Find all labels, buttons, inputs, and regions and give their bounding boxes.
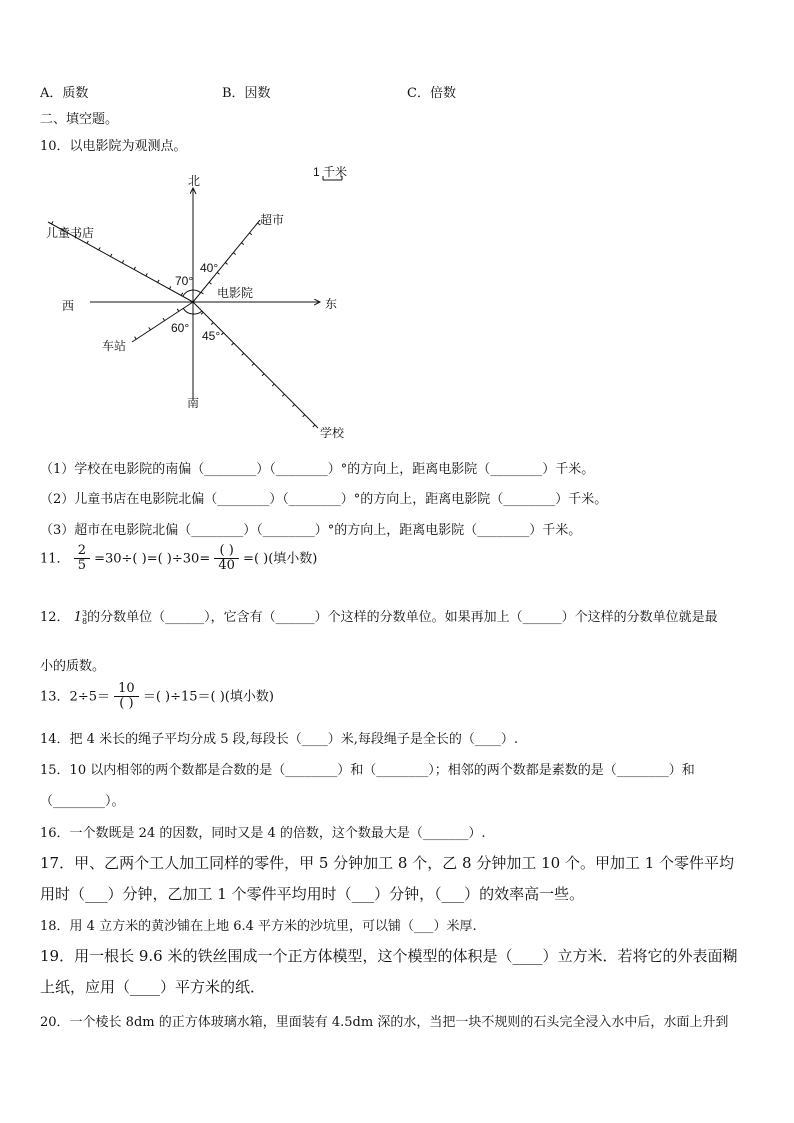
arc-40 xyxy=(193,290,201,293)
label-scale: 1 千米 xyxy=(313,165,348,179)
tick-mark xyxy=(282,394,284,396)
tick-mark xyxy=(250,233,252,235)
label-east: 东 xyxy=(325,297,338,311)
tick-mark xyxy=(252,363,254,365)
label-north: 北 xyxy=(188,174,201,188)
tick-mark xyxy=(292,404,294,406)
tick-mark xyxy=(135,337,137,340)
choice-b: B．因数 xyxy=(222,86,271,101)
choice-c: C．倍数 xyxy=(407,86,456,101)
q10-stem: 10．以电影院为观测点。 xyxy=(40,139,187,154)
q15-line2: （________）。 xyxy=(40,794,125,809)
q19-line1: 19．用一根长 9.6 米的铁丝围成一个正方体模型，这个模型的体积是（____）立方米．若将它的外表面糊 xyxy=(40,947,738,965)
tick-mark xyxy=(149,327,151,330)
tick-mark xyxy=(146,273,147,276)
q14: 14．把 4 米长的绳子平均分成 5 段,每段长（____）米,每段绳子是全长的（____）. xyxy=(40,732,519,747)
tick-mark xyxy=(225,262,227,264)
tick-mark xyxy=(303,415,305,417)
section-title: 二、填空题。 xyxy=(40,112,119,127)
tick-mark xyxy=(110,254,111,257)
tick-mark xyxy=(209,282,211,284)
tick-mark xyxy=(272,384,274,386)
arc-45 xyxy=(193,311,202,314)
q10-sub1: （1）学校在电影院的南偏（________）（________）°的方向上，距离电影院（________）千米。 xyxy=(40,462,595,477)
tick-mark xyxy=(233,253,235,255)
q19-line2: 上纸，应用（____）平方米的纸． xyxy=(40,978,266,996)
label-angle-40: 40° xyxy=(200,261,219,275)
q10-sub2: （2）儿童书店在电影院北偏（________）（________）°的方向上，距离电影院（________）千米。 xyxy=(40,492,608,507)
q13: 13．2÷5＝ $\frac{10}{( )}$ ＝( )÷15＝( )(填小数) xyxy=(40,681,274,712)
tick-mark xyxy=(262,374,264,376)
q12-line2: 小的质数。 xyxy=(40,659,106,674)
label-bookstore: 儿童书店 xyxy=(46,226,95,240)
tick-mark xyxy=(87,241,88,244)
tick-mark xyxy=(99,247,100,250)
arc-70 xyxy=(183,290,193,296)
q12-line1: 12． 1 3 8 的分数单位（______），它含有（______）个这样的分数单位。如果再加上（______）个这样的分数单位就是最 xyxy=(40,608,718,626)
tick-mark xyxy=(201,312,203,314)
tick-mark xyxy=(181,293,182,296)
tick-mark xyxy=(158,280,159,283)
direction-diagram xyxy=(40,160,380,450)
label-west: 西 xyxy=(62,299,75,313)
label-supermarket: 超市 xyxy=(260,213,285,227)
label-center: 电影院 xyxy=(217,286,254,300)
tick-mark xyxy=(52,221,53,224)
tick-mark xyxy=(169,286,170,289)
tick-mark xyxy=(211,322,213,324)
q18: 18．用 4 立方米的黄沙铺在上地 6.4 平方米的沙坑里，可以铺（___）米厚. xyxy=(40,919,477,934)
q17-line1: 17．甲、乙两个工人加工同样的零件，甲 5 分钟加工 8 个，乙 8 分钟加工 10 个。甲加工 1 个零件平均 xyxy=(40,854,735,872)
q15-line1: 15．10 以内相邻的两个数都是合数的是（________）和（________）；相邻的两个数都是素数的是（________）和 xyxy=(40,763,695,778)
q11: 11． $\frac{2}{5}$ =30÷( )=( )÷30= $\frac{( )}{40}$ =( )(填小数) xyxy=(40,543,318,574)
tick-mark xyxy=(177,309,179,312)
tick-mark xyxy=(313,425,315,427)
label-angle-60: 60° xyxy=(171,321,190,335)
label-south: 南 xyxy=(187,396,200,410)
label-angle-70: 70° xyxy=(175,274,194,288)
ray-school xyxy=(193,302,318,428)
q20: 20．一个棱长 8dm 的正方体玻璃水箱，里面装有 4.5dm 深的水，当把一块不规则的石头完全浸入水中后，水面上升到 xyxy=(40,1015,729,1030)
q16: 16．一个数既是 24 的因数，同时又是 4 的倍数，这个数最大是（_______）. xyxy=(40,826,486,841)
tick-mark xyxy=(122,260,123,263)
arc-60 xyxy=(183,308,193,314)
tick-mark xyxy=(232,343,234,345)
choice-a: A．质数 xyxy=(40,86,89,101)
label-angle-45: 45° xyxy=(202,329,221,343)
label-school: 学校 xyxy=(320,426,345,440)
q17-line2: 用时（___）分钟，乙加工 1 个零件平均用时（___）分钟，（___）的效率高一些。 xyxy=(40,885,585,903)
tick-mark xyxy=(163,318,165,321)
label-station: 车站 xyxy=(102,339,127,353)
q10-sub3: （3）超市在电影院北偏（________）（________）°的方向上，距离电影院（________）千米。 xyxy=(40,523,582,538)
tick-mark xyxy=(241,243,243,245)
tick-mark xyxy=(201,292,203,294)
tick-mark xyxy=(221,333,223,335)
tick-mark xyxy=(242,353,244,355)
tick-mark xyxy=(134,267,135,270)
